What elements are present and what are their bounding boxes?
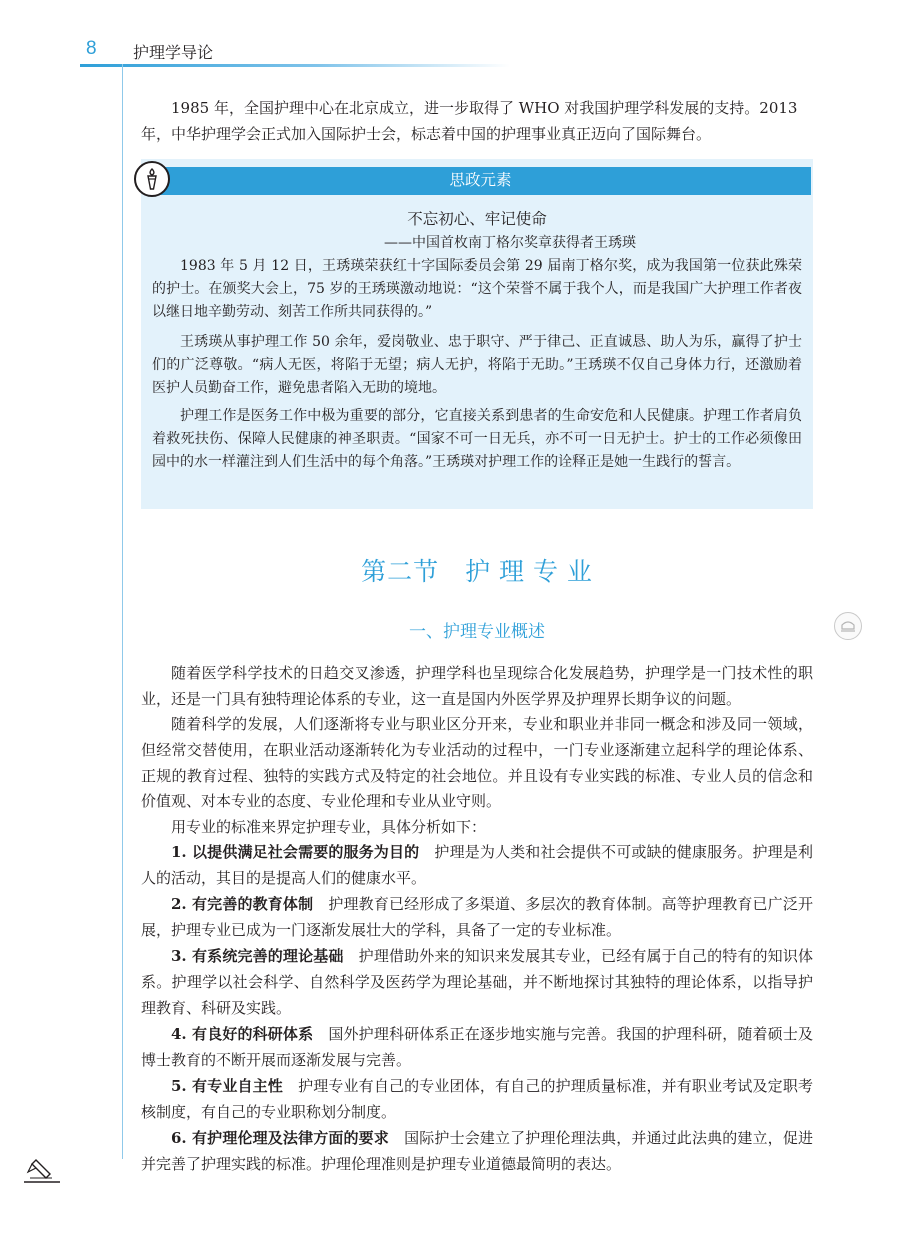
list-item-heading: 4. 有良好的科研体系 <box>171 1025 314 1043</box>
sizheng-title: 不忘初心、牢记使命 <box>407 211 547 228</box>
torch-icon <box>134 161 170 197</box>
section-title: 第二节 护 理 专 业 <box>361 558 593 586</box>
sizheng-paragraph-1: 1983 年 5 月 12 日，王琇瑛荣获红十字国际委员会第 29 届南丁格尔奖，成为我国第一位获此殊荣的护士。在颁奖大会上，75 岁的王琇瑛激动地说：“这个荣誉不属于我个人，而是我国广大护理工作者夜以继日地辛勤劳动、刻苦工作所共同获得的。” <box>152 258 802 320</box>
pen-icon <box>22 1158 62 1186</box>
list-item <box>141 892 813 944</box>
list-item <box>141 1126 813 1178</box>
list-item-heading: 5. 有专业自主性 <box>171 1077 283 1095</box>
list-item-text: 护理是为人类和社会提供不可或缺的健康服务。护理是利人的活动，其目的是提高人们的健康水平。 <box>141 843 813 887</box>
list-item-text: 国外护理科研体系正在逐步地实施与完善。我国的护理科研，随着硕士及博士教育的不断开展而逐渐发展与完善。 <box>141 1025 813 1069</box>
list-item <box>141 1022 813 1074</box>
margin-rule <box>122 64 123 1159</box>
sizheng-label: 思政元素 <box>449 172 512 189</box>
list-item <box>141 840 813 892</box>
subsection-title: 一、护理专业概述 <box>409 622 545 641</box>
body-paragraph-1: 随着医学科学技术的日趋交叉渗透，护理学科也呈现综合化发展趋势，护理学是一门技术性的职业，还是一门具有独特理论体系的专业，这一直是国内外医学界及护理界长期争议的问题。 <box>141 664 813 708</box>
list-item-text: 国际护士会建立了护理伦理法典，并通过此法典的建立，促进并完善了护理实践的标准。护理伦理准则是护理专业道德最简明的表达。 <box>141 1129 813 1173</box>
list-item-heading: 2. 有完善的教育体制 <box>171 895 314 913</box>
sizheng-label-bar <box>150 167 811 195</box>
list-item-text: 护理教育已经形成了多渠道、多层次的教育体制。高等护理教育已广泛开展，护理专业已成为一门逐渐发展壮大的学科，具备了一定的专业标准。 <box>141 895 813 939</box>
sizheng-paragraph-2: 王琇瑛从事护理工作 50 余年，爱岗敬业、忠于职守、严于律己、正直诚恳、助人为乐，赢得了护士们的广泛尊敬。“病人无医，将陷于无望；病人无护，将陷于无助。”王琇瑛不仅自己身体力行，还激励着医护人员勤奋工作，避免患者陷入无助的境地。 <box>152 334 802 396</box>
header-rule <box>80 64 510 67</box>
list-item <box>141 944 813 1021</box>
list-item-heading: 6. 有护理伦理及法律方面的要求 <box>171 1129 389 1147</box>
list-item-text: 护理借助外来的知识来发展其专业，已经有属于自己的特有的知识体系。护理学以社会科学、自然科学及医药学为理论基础，并不断地探讨其独特的理论体系，以指导护理教育、科研及实践。 <box>141 947 813 1017</box>
book-title: 护理学导论 <box>133 45 214 62</box>
list-item-heading: 1. 以提供满足社会需要的服务为目的 <box>171 843 420 861</box>
sizheng-subtitle: ——中国首枚南丁格尔奖章获得者王琇瑛 <box>384 235 636 251</box>
intro-paragraph-line-2: 年，中华护理学会正式加入国际护士会，标志着中国的护理事业真正迈向了国际舞台。 <box>141 125 712 143</box>
list-item-text: 护理专业有自己的专业团体，有自己的护理质量标准，并有职业考试及定职考核制度，有自己的专业职称划分制度。 <box>141 1077 813 1121</box>
bookmark-icon <box>834 612 862 640</box>
body-paragraph-2: 随着科学的发展，人们逐渐将专业与职业区分开来，专业和职业并非同一概念和涉及同一领域，但经常交替使用，在职业活动逐渐转化为专业活动的过程中，一门专业逐渐建立起科学的理论体系、正规的教育过程、独特的实践方式及特定的社会地位。并且设有专业实践的标准、专业人员的信念和价值观、对本专业的态度、专业伦理和专业从业守则。 <box>141 715 813 811</box>
list-item <box>141 1074 813 1126</box>
page-number: 8 <box>86 38 97 59</box>
intro-paragraph-line-1: 1985 年，全国护理中心在北京成立，进一步取得了 WHO 对我国护理学科发展的支持。2013 <box>171 99 798 117</box>
sizheng-paragraph-3: 护理工作是医务工作中极为重要的部分，它直接关系到患者的生命安危和人民健康。护理工作者肩负着救死扶伤、保障人民健康的神圣职责。“国家不可一日无兵，亦不可一日无护士。护士的工作必须像田园中的水一样灌注到人们生活中的每个角落。”王琇瑛对护理工作的诠释正是她一生践行的誓言。 <box>152 408 802 470</box>
list-item-heading: 3. 有系统完善的理论基础 <box>171 947 344 965</box>
body-paragraph-3: 用专业的标准来界定护理专业，具体分析如下： <box>171 818 487 836</box>
